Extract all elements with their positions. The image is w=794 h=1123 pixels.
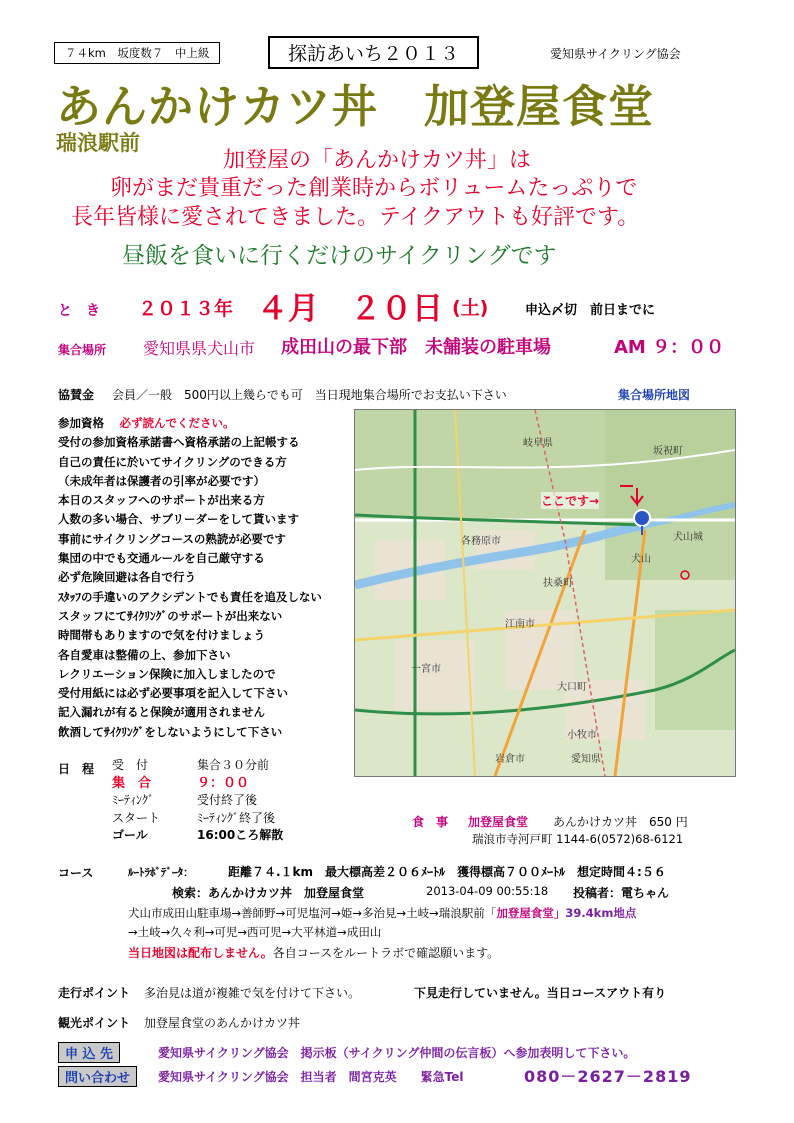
schedule-row-name: 受 付 <box>112 758 149 772</box>
rule-item: 人数の多い場合、サブリーダーをして貰います <box>58 512 300 527</box>
event-name: 探訪あいち２０１３ <box>268 36 479 69</box>
schedule-label: 日 程 <box>58 762 95 776</box>
tagline: 昼飯を食いに行くだけのサイクリングです <box>122 243 557 269</box>
schedule-row-value: 受付終了後 <box>197 793 258 807</box>
schedule-row-name: スタート <box>112 810 161 825</box>
sight-point-text: 加登屋食堂のあんかけカツ丼 <box>144 1016 301 1030</box>
rule-item: 必ず危険回避は各自で行う <box>58 570 196 585</box>
ride-point-label: 走行ポイント <box>58 986 131 1000</box>
rule-item: 各自愛車は整備の上、参加下さい <box>58 647 231 662</box>
map-place-label: 各務原市 <box>461 536 501 547</box>
date-day: ２０日 <box>350 291 443 327</box>
rule-item: 飲酒してｻｲｸﾘﾝｸﾞをしないようにして下さい <box>58 724 283 739</box>
map-place-label: 犬山 <box>631 554 651 565</box>
route-highlight: 加登屋食堂 <box>496 906 554 920</box>
rule-item: 記入漏れが有ると保険が適用されません <box>58 705 265 720</box>
rule-item: レクリエーション保険に加入しましたので <box>58 666 276 681</box>
food-dish: あんかけカツ丼 650 円 <box>553 815 688 829</box>
rule-item: （未成年者は保護者の引率が必要です） <box>58 473 265 488</box>
meeting-place: 成田山の最下部 未舗装の駐車場 <box>281 337 551 358</box>
contact-text: 愛知県サイクリング協会 担当者 間宮克英 緊急Tel <box>158 1070 464 1084</box>
schedule-row <box>112 827 283 845</box>
fee-text: 会員／一般 500円以上幾らでも可 当日現地集合場所でお支払い下さい <box>112 388 507 402</box>
schedule-row-name: 集 合 <box>112 775 152 791</box>
course-route-1 <box>128 905 636 921</box>
map-svg <box>355 410 735 776</box>
intro-line-3: 長年皆様に愛されてきました。テイクアウトも好評です。 <box>71 205 640 230</box>
page-title: あんかけカツ丼 加登屋食堂 <box>56 80 655 133</box>
rule-item: 集団の中でも交通ルールを自己厳守する <box>58 551 265 566</box>
ride-point-text: 多治見は道が複雑で気を付けて下さい。 <box>144 986 361 1000</box>
course-label: コース <box>58 866 94 880</box>
schedule-row-name: ﾐｰﾃｨﾝｸﾞ <box>112 793 155 807</box>
rule-item: 受付用紙には必ず必要事項を記入して下さい <box>58 686 288 701</box>
course-poster: 投稿者：電ちゃん <box>573 886 670 900</box>
schedule-row <box>112 757 283 775</box>
meeting-label: 集合場所 <box>58 343 107 357</box>
course-post-date: 2013-04-09 00:55:18 <box>426 884 549 898</box>
rule-item: ｽﾀｯﾌの手違いのアクシデントでも責任を追及しない <box>58 589 322 604</box>
apply-text: 愛知県サイクリング協会 掲示板（サイクリング仲間の伝言板）へ参加表明して下さい。 <box>158 1046 636 1060</box>
schedule-row <box>112 775 283 793</box>
meeting-city: 愛知県県犬山市 <box>143 339 256 358</box>
map-place-label: 江南市 <box>505 619 535 630</box>
food-label: 食 事 <box>412 815 449 829</box>
schedule-row-value: 16:00ころ解散 <box>197 828 284 842</box>
schedule-row-value: ﾐｰﾃｨﾝｸﾞ終了後 <box>197 810 276 825</box>
station-name: 瑞浪駅前 <box>56 131 140 155</box>
apply-label: 申 込 先 <box>58 1042 120 1063</box>
rule-item: 本日のスタッフへのサポートが出来る方 <box>58 493 265 508</box>
map-place-label: 大口町 <box>557 682 587 693</box>
food-address: 瑞浪市寺河戸町 1144-6(0572)68-6121 <box>472 832 684 846</box>
confirm-note: 各自コースをルートラボで確認願います。 <box>272 946 500 960</box>
map-place-label: 坂祝町 <box>653 446 683 457</box>
map-place-label: 岩倉市 <box>495 754 525 765</box>
ride-point-note: 下見走行していません。当日コースアウト有り <box>414 986 667 1000</box>
no-map-note: 当日地図は配布しません。 <box>128 946 273 960</box>
schedule-row <box>112 810 283 828</box>
schedule-row-value: ９：００ <box>197 775 250 791</box>
rule-item: 受付の参加資格承諾書へ資格承諾の上記帳する <box>58 435 300 450</box>
map-place-label: 犬山城 <box>673 532 703 543</box>
rule-item: 自己の責任に於いてサイクリングのできる方 <box>58 454 287 469</box>
rule-item: スタッフにてｻｲｸﾘﾝｸﾞのサポートが出来ない <box>58 608 283 623</box>
routelab-label: ﾙｰﾄﾗﾎﾞﾃﾞｰﾀ： <box>128 866 194 879</box>
map-place-label: 一宮市 <box>411 664 441 675</box>
schedule-row <box>112 792 283 810</box>
schedule-row-value: 集合３０分前 <box>197 758 270 772</box>
schedule-block <box>112 757 283 845</box>
food-restaurant: 加登屋食堂 <box>468 815 529 829</box>
meeting-time: AM ９：００ <box>614 337 725 358</box>
rules-block <box>58 414 322 742</box>
date-month: ４月 <box>257 291 319 327</box>
route-text: 犬山市成田山駐車場→善師野→可児塩河→姫→多治見→土岐→瑞浪駅前「 <box>128 906 497 920</box>
date-year: ２０１３年 <box>138 298 234 320</box>
map-marker-label: ここです→ <box>541 494 600 508</box>
rules-label: 参加資格 <box>58 416 104 430</box>
contact-label: 問い合わせ <box>58 1066 137 1087</box>
date-weekday: (土) <box>452 297 489 319</box>
map-place-label: 小牧市 <box>567 730 597 741</box>
meeting-map-link[interactable]: 集合場所地図 <box>618 388 691 402</box>
course-search: 検索：あんかけカツ丼 加登屋食堂 <box>172 886 365 900</box>
sight-point-label: 観光ポイント <box>58 1016 131 1030</box>
schedule-row-name: ゴール <box>112 828 148 842</box>
course-route-2: →土岐→久々利→可児→西可児→大平林道→成田山 <box>128 925 382 939</box>
rule-item: 事前にサイクリングコースの熟読が必要です <box>58 531 286 546</box>
course-stats: 距離７４.１km 最大標高差２０６ﾒｰﾄﾙ 獲得標高７００ﾒｰﾄﾙ 想定時間４:５６ <box>228 865 666 879</box>
rules-list <box>58 433 322 742</box>
intro-line-2: 卵がまだ貴重だった創業時からボリュームたっぷりで <box>110 176 638 201</box>
rules-must-read: 必ず読んでください。 <box>119 416 235 430</box>
route-map[interactable] <box>354 409 736 777</box>
map-place-label: 扶桑町 <box>543 578 573 589</box>
rule-item: 時間帯もありますので気を付けましょう <box>58 628 265 643</box>
date-label: と き <box>58 303 100 319</box>
deadline: 申込〆切 前日までに <box>525 303 656 318</box>
fee-label: 協賛金 <box>58 388 95 402</box>
rules-heading <box>58 414 322 433</box>
organizer: 愛知県サイクリング協会 <box>550 47 681 61</box>
route-end: 」39.4km地点 <box>553 906 637 920</box>
course-spec: ７４km 坂度数７ 中上級 <box>54 42 220 64</box>
map-place-label: 岐阜県 <box>523 438 553 449</box>
course-note <box>128 944 499 961</box>
contact-tel[interactable]: 080－2627－2819 <box>524 1067 692 1086</box>
map-place-label: 愛知県 <box>571 754 601 765</box>
intro-line-1: 加登屋の「あんかけカツ丼」は <box>223 148 532 173</box>
